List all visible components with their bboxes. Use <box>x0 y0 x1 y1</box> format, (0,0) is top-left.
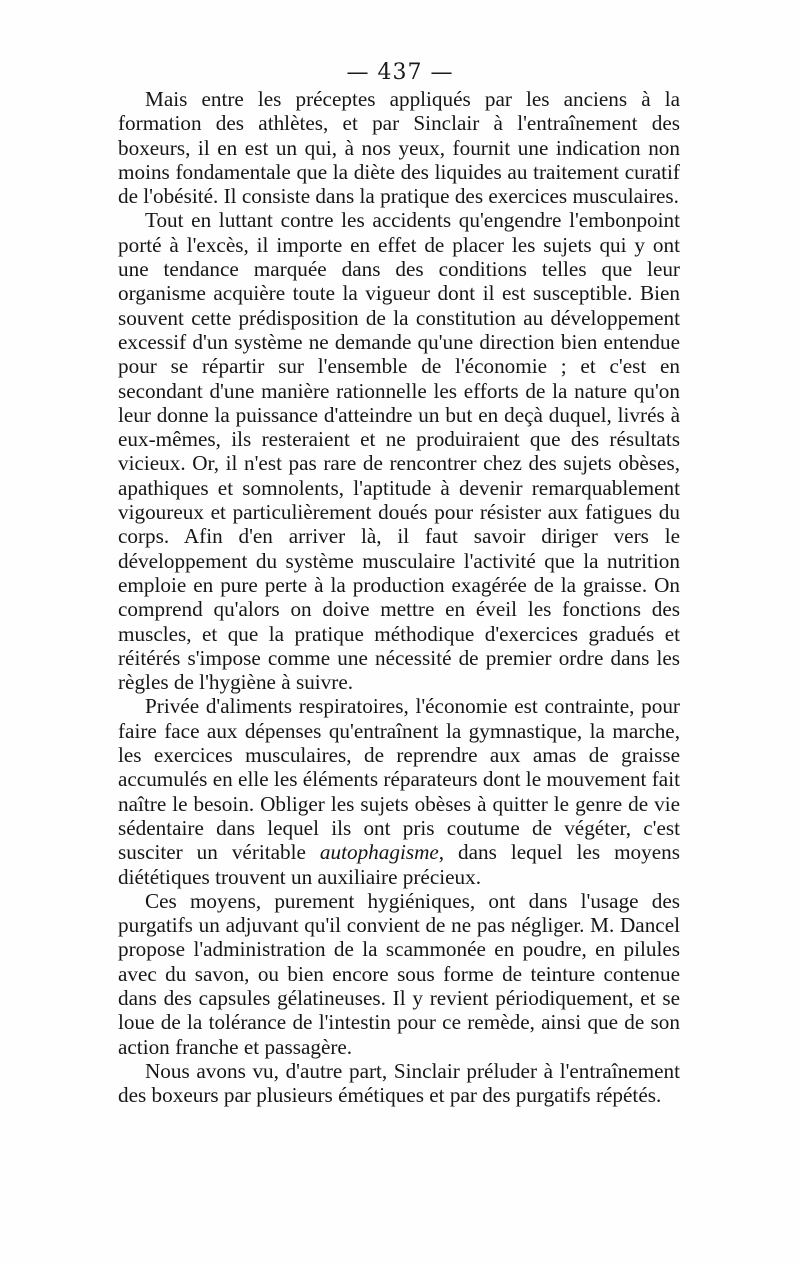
italic-term: autophagisme <box>319 840 439 865</box>
paragraph-2 <box>118 208 680 694</box>
paragraph-text: Nous avons vu, d'autre part, Sinclair préluder à l'entraînement des boxeurs par plusieurs émétiques et par des purgatifs répétés. <box>118 1058 680 1108</box>
page-number: — 437 — <box>346 60 454 85</box>
paragraph-text: Ces moyens, purement hygiéniques, ont dans l'usage des purgatifs un adjuvant qu'il convient de ne pas négliger. M. Dancel propose l'administration de la scammonée en poudre, en pilules avec du savon, ou bien encore sous forme de teinture contenue dans des capsules gélatineuses. Il y revient périodiquement, et se loue de la tolérance de l'intestin pour ce remède, ainsi que de son action franche et passagère. <box>118 888 680 1059</box>
paragraph-text: Mais entre les préceptes appliqués par les anciens à la formation des athlètes, et par Sinclair à l'entraînement des boxeurs, il en est un qui, à nos yeux, fournit une indication non moins fondamentale que la diète des liquides au traitement curatif de l'obésité. Il consiste dans la pratique des exercices musculaires. <box>118 87 680 209</box>
paragraph-text: , dans lequel les moyens diététiques trouvent un auxiliaire précieux. <box>118 840 680 889</box>
body-text <box>118 87 680 1107</box>
paragraph-text: Privée d'aliments respiratoires, l'économie est contrainte, pour faire face aux dépenses qu'entraînent la gymnastique, la marche, les exercices musculaires, de reprendre aux amas de graisse accumulés en elle les éléments réparateurs dont le mouvement fait naître le besoin. Obliger les sujets obèses à quitter le genre de vie sédentaire dans lequel ils ont pris coutume de végéter, c'est susciter un véritable <box>118 694 680 865</box>
paragraph-1 <box>118 87 680 208</box>
paragraph-4 <box>118 889 680 1059</box>
paragraph-text: Tout en luttant contre les accidents qu'engendre l'embonpoint porté à l'excès, il importe en effet de placer les sujets qui y ont une tendance marquée dans des conditions telles que leur organisme acquière toute la vigueur dont il est susceptible. Bien souvent cette prédisposition de la constitution au développement excessif d'un système ne demande qu'une direction bien entendue pour se répartir sur l'ensemble de l'économie ; et c'est en secondant d'une manière rationnelle les efforts de la nature qu'on leur donne la puissance d'atteindre un but en deçà duquel, livrés à eux-mêmes, ils resteraient et ne produiraient que des résultats vicieux. Or, il n'est pas rare de rencontrer chez des sujets obèses, apathiques et somnolents, l'aptitude à devenir remarquablement vigoureux et particulièrement doués pour résister aux fatigues du corps. Afin d'en arriver là, il faut savoir diriger vers le développement du système musculaire l'activité que la nutrition emploie en pure perte à la production exagérée de la graisse. On comprend qu'alors on doive mettre en éveil les fonctions des muscles, et que la pratique méthodique d'exercices gradués et réitérés s'impose comme une nécessité de premier ordre dans les règles de l'hygiène à suivre. <box>118 208 680 695</box>
paragraph-3 <box>118 694 680 888</box>
paragraph-5 <box>118 1059 680 1108</box>
